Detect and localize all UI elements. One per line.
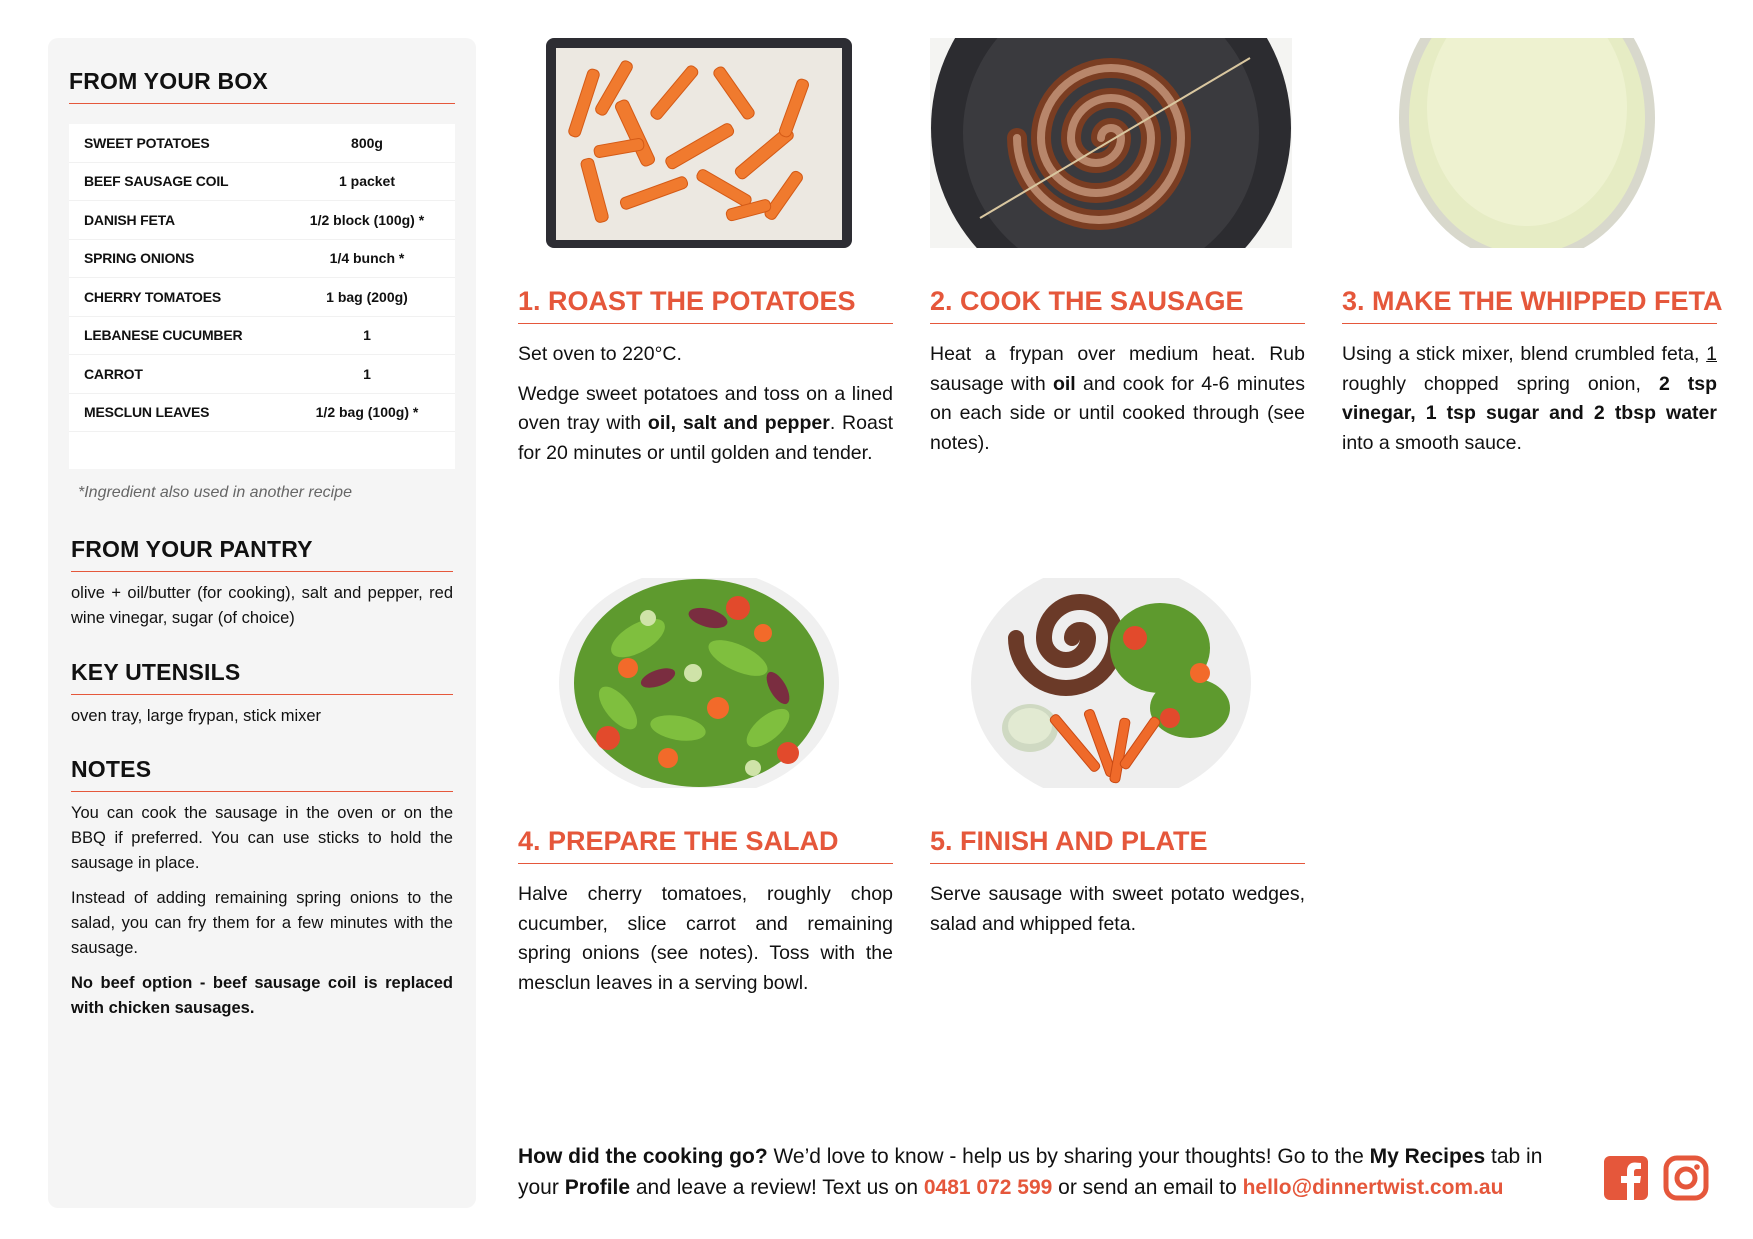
step-4 bbox=[518, 578, 893, 998]
table-row bbox=[69, 317, 455, 356]
ingredient-name: CHERRY TOMATOES bbox=[84, 288, 222, 305]
ingredients-panel bbox=[48, 38, 476, 1208]
phone-link[interactable]: 0481 072 599 bbox=[923, 1176, 1053, 1199]
step-text bbox=[1342, 340, 1717, 458]
notes-heading: NOTES bbox=[71, 756, 453, 792]
from-your-pantry-heading: FROM YOUR PANTRY bbox=[71, 536, 453, 572]
ingredient-footnote: *Ingredient also used in another recipe bbox=[78, 484, 352, 501]
step-title: 5. FINISH AND PLATE bbox=[930, 826, 1305, 864]
ingredient-name: DANISH FETA bbox=[84, 211, 175, 228]
ingredient-qty: 800g bbox=[351, 134, 383, 151]
step-text bbox=[930, 880, 1305, 939]
step-title: 3. MAKE THE WHIPPED FETA bbox=[1342, 286, 1717, 324]
notes-section bbox=[71, 756, 453, 1021]
roast-potatoes-image bbox=[518, 38, 880, 248]
table-row bbox=[69, 124, 455, 163]
my-recipes-label: My Recipes bbox=[1369, 1145, 1486, 1168]
note-text: Instead of adding remaining spring onions to the salad, you can fry them for a few minutes with the sausage. bbox=[71, 889, 453, 957]
ingredient-qty: 1 bbox=[363, 327, 371, 344]
table-row bbox=[69, 394, 455, 433]
table-row bbox=[69, 278, 455, 317]
step-1 bbox=[518, 38, 893, 468]
ingredients-table bbox=[69, 124, 455, 469]
step-text bbox=[518, 880, 893, 998]
utensils-section bbox=[71, 659, 453, 729]
step-text bbox=[930, 340, 1305, 458]
ingredient-name: SWEET POTATOES bbox=[84, 134, 210, 151]
instagram-icon[interactable] bbox=[1663, 1155, 1709, 1201]
cook-sausage-image bbox=[930, 38, 1292, 248]
table-row bbox=[69, 201, 455, 240]
step-text bbox=[518, 340, 893, 468]
note-text: You can cook the sausage in the oven or on the BBQ if preferred. You can use sticks to hold the sausage in place. bbox=[71, 804, 453, 872]
prepare-salad-image bbox=[518, 578, 880, 788]
facebook-icon[interactable] bbox=[1603, 1155, 1649, 1201]
ingredient-name: CARROT bbox=[84, 365, 143, 382]
table-row bbox=[69, 240, 455, 279]
step-5 bbox=[930, 578, 1305, 939]
ingredient-qty: 1 bag (200g) bbox=[326, 288, 408, 305]
pantry-section bbox=[71, 536, 453, 631]
ingredient-qty: 1 bbox=[363, 365, 371, 382]
note-text-bold: No beef option - beef sausage coil is replaced with chicken sausages. bbox=[71, 974, 453, 1017]
ingredient-name: BEEF SAUSAGE COIL bbox=[84, 173, 229, 190]
table-row bbox=[69, 355, 455, 394]
email-link[interactable]: hello@dinnertwist.com.au bbox=[1242, 1176, 1504, 1199]
table-row bbox=[69, 163, 455, 202]
finish-plate-image bbox=[930, 578, 1292, 788]
whipped-feta-image bbox=[1342, 38, 1704, 248]
ingredient-qty: 1/2 bag (100g) * bbox=[315, 404, 419, 421]
step-paragraph: Using a stick mixer, blend crumbled feta, 1 roughly chopped spring onion, 2 tsp vinegar, 1 tsp sugar and 2 tbsp water into a smooth sauce. bbox=[1342, 343, 1718, 454]
step-2 bbox=[930, 38, 1305, 458]
step-paragraph: Serve sausage with sweet potato wedges, salad and whipped feta. bbox=[930, 883, 1305, 935]
ingredient-qty: 1/4 bunch * bbox=[329, 250, 405, 267]
step-title: 4. PREPARE THE SALAD bbox=[518, 826, 893, 864]
step-paragraph: Heat a frypan over medium heat. Rub sausage with oil and cook for 4-6 minutes on each side or until cooked through (see notes). bbox=[930, 343, 1305, 454]
review-footer: How did the cooking go? We’d love to know - help us by sharing your thoughts! Go to the My Recipes tab in your Profile and leave a review! Text us on 0481 072 599 or send an email to hello@dinnertwist.com.au bbox=[518, 1145, 1543, 1199]
step-paragraph: Wedge sweet potatoes and toss on a lined oven tray with oil, salt and pepper. Roast for 20 minutes or until golden and tender. bbox=[518, 382, 894, 464]
ingredient-name: MESCLUN LEAVES bbox=[84, 404, 210, 421]
pantry-text: olive + oil/butter (for cooking), salt and pepper, red wine vinegar, sugar (of choice) bbox=[71, 584, 453, 627]
utensils-text: oven tray, large frypan, stick mixer bbox=[71, 707, 322, 725]
step-3 bbox=[1342, 38, 1723, 458]
footer-question: How did the cooking go? bbox=[518, 1145, 768, 1168]
ingredient-qty: 1/2 block (100g) * bbox=[309, 211, 425, 228]
step-title: 1. ROAST THE POTATOES bbox=[518, 286, 893, 324]
step-paragraph: Halve cherry tomatoes, roughly chop cucumber, slice carrot and remaining spring onions (see notes). Toss with the mesclun leaves in a serving bowl. bbox=[518, 883, 893, 994]
step-paragraph: Set oven to 220°C. bbox=[518, 343, 682, 365]
ingredient-name: SPRING ONIONS bbox=[84, 250, 195, 267]
profile-label: Profile bbox=[564, 1176, 631, 1199]
key-utensils-heading: KEY UTENSILS bbox=[71, 659, 453, 695]
ingredient-name: LEBANESE CUCUMBER bbox=[84, 327, 243, 344]
from-your-box-heading: FROM YOUR BOX bbox=[69, 68, 455, 104]
step-title: 2. COOK THE SAUSAGE bbox=[930, 286, 1305, 324]
ingredient-qty: 1 packet bbox=[338, 173, 396, 190]
